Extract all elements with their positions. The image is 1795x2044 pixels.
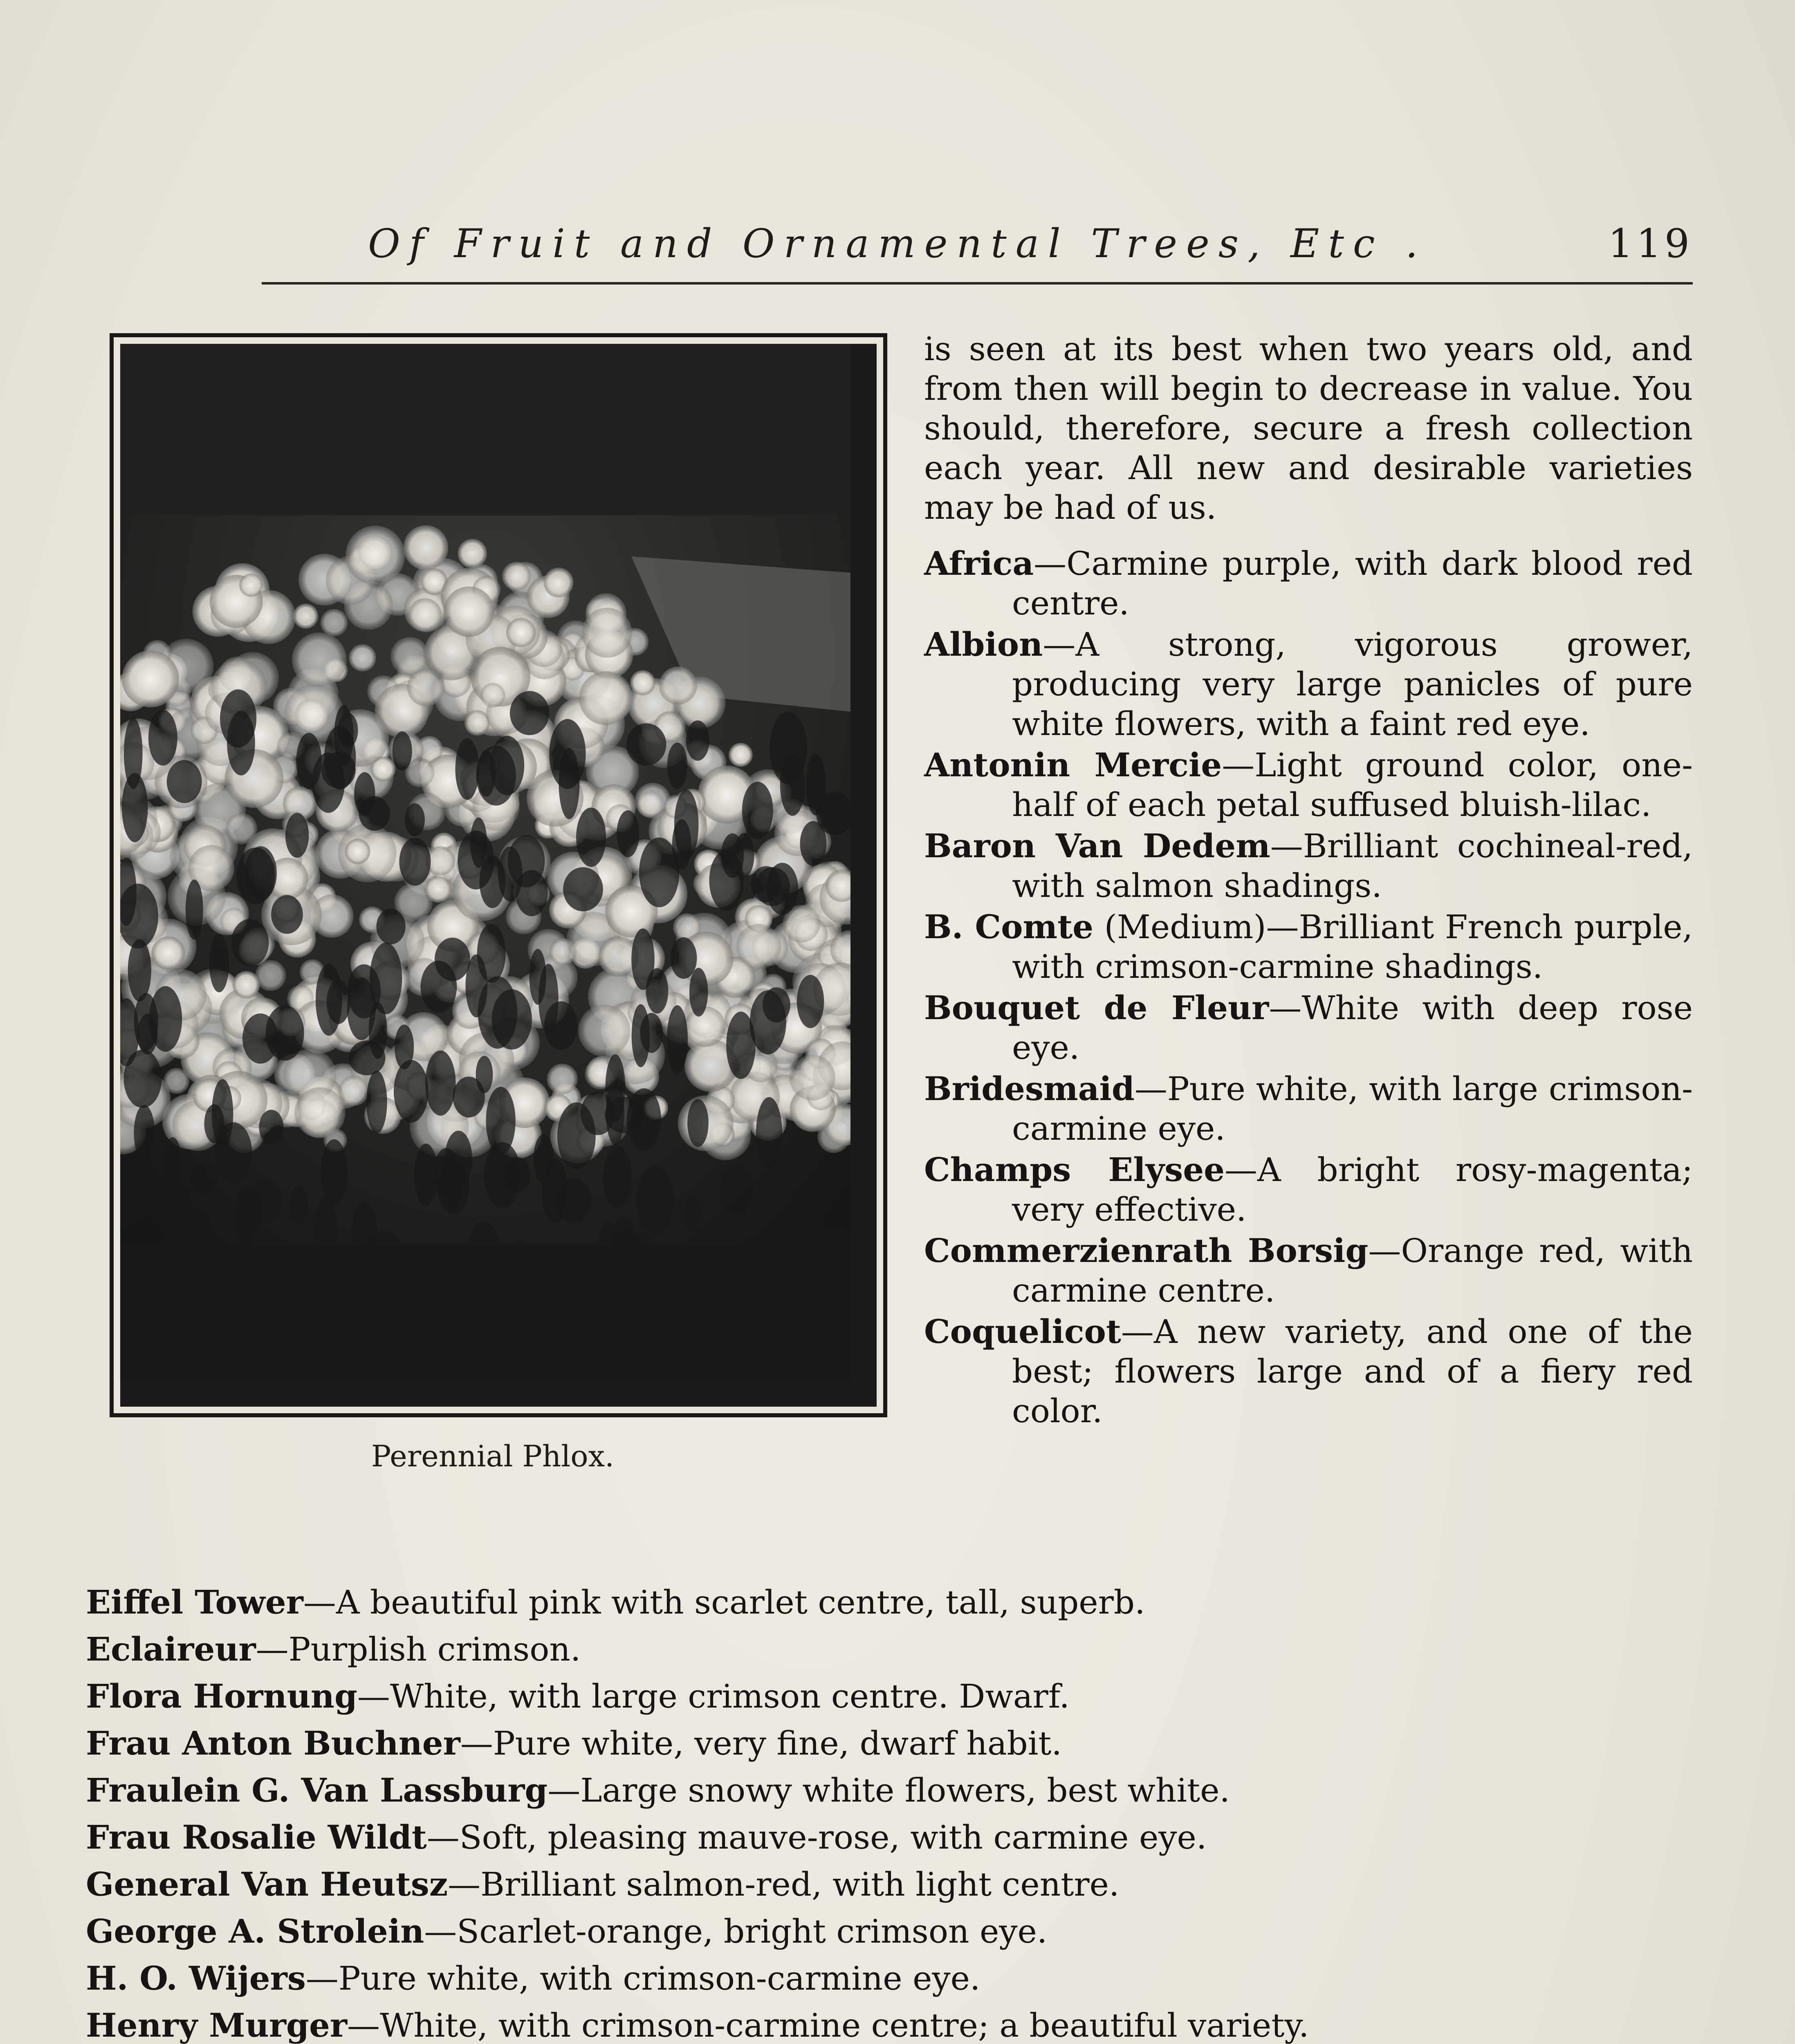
phlox-leaf [394,1060,429,1123]
page-number: 119 [1608,221,1693,267]
variety-description: —Light ground color, one-half of each petal suffused bluish-lilac. [1012,746,1693,824]
variety-name: Africa [924,544,1034,583]
phlox-leaf [393,731,412,771]
phlox-leaf [510,691,549,735]
variety-description: —Purplish crimson. [256,1630,581,1668]
variety-name: Eiffel Tower [86,1583,303,1621]
phlox-leaf [466,954,488,1017]
phlox-leaf [215,1122,252,1183]
variety-entry [924,988,1693,1067]
phlox-flower-cluster [729,743,753,767]
phlox-leaf [603,1146,632,1208]
variety-name: Baron Van Dedem [924,827,1270,865]
phlox-leaf [739,1235,759,1299]
variety-name: Commerzienrath Borsig [924,1231,1369,1270]
variety-description: —White with deep rose eye. [1012,989,1693,1067]
phlox-flower-cluster [349,644,376,672]
phlox-flower-cluster [321,609,348,637]
phlox-leaf [763,987,790,1022]
variety-description: —Orange red, with carmine centre. [1012,1232,1693,1309]
phlox-flower-cluster [685,1006,725,1047]
right-column [924,329,1693,1432]
phlox-leaf [349,1040,386,1075]
phlox-leaf [783,1245,810,1292]
variety-description: —Pure white, with large crimson-carmine eye. [1012,1070,1693,1148]
phlox-leaf [720,1165,754,1217]
phlox-leaf [639,838,679,908]
variety-description: —Pure white, with crimson-carmine eye. [305,1959,981,1997]
phlox-flower-cluster [407,668,445,706]
phlox-leaf [186,880,203,940]
phlox-leaf [347,977,376,1040]
phlox-leaf [122,773,148,842]
phlox-leaf [134,993,158,1051]
phlox-leaf [563,867,603,911]
phlox-flower-cluster [547,1064,578,1094]
phlox-leaf [405,803,425,836]
phlox-photo-frame [110,333,887,1417]
variety-entry [924,1069,1693,1148]
phlox-leaf [687,1099,709,1147]
header-rule [262,282,1693,285]
variety-name: Champs Elysee [924,1150,1225,1189]
phlox-flower-cluster [506,618,536,647]
phlox-flower-cluster [464,710,490,735]
phlox-leaf [453,1077,485,1118]
phlox-photo [120,344,877,1407]
variety-entry [924,826,1693,905]
phlox-leaf [289,1186,308,1225]
variety-description: —A new variety, and one of the best; flowers large and of a fiery red color. [1012,1313,1693,1430]
phlox-flower-cluster [502,562,531,590]
phlox-leaf [557,1103,596,1170]
variety-name: Albion [924,625,1043,663]
phlox-flower-cluster [579,671,633,725]
running-header [368,221,1693,266]
phlox-leaf [165,1194,197,1263]
phlox-leaf [800,821,827,866]
phlox-leaf [770,712,807,784]
variety-list [86,1582,1689,2044]
phlox-flower-cluster [293,604,318,629]
phlox-leaf [399,838,431,885]
phlox-leaf [484,1142,521,1208]
phlox-leaf [505,1239,534,1293]
variety-name: B. Comte [924,908,1094,946]
phlox-flower-cluster [578,1005,630,1057]
variety-entry [924,625,1693,744]
variety-name: Flora Hornung [86,1677,357,1715]
phlox-leaf [314,1197,337,1266]
phlox-leaf [316,964,342,1035]
variety-description: —A strong, vigorous grower, producing very large panicles of pure white flowers, with a faint red eye. [1012,625,1693,743]
phlox-leaf [756,1097,782,1170]
phlox-leaf [554,1178,592,1223]
variety-entry [86,1911,1689,1952]
variety-name: Frau Anton Buchner [86,1724,460,1762]
phlox-leaf [683,1197,701,1232]
variety-description: —Large snowy white flowers, best white. [547,1771,1230,1809]
phlox-leaf [534,1134,554,1184]
phlox-flower-cluster [122,650,179,708]
full-entries-list [86,1582,1689,2044]
phlox-leaf [709,850,744,911]
phlox-leaf [606,1228,645,1288]
header-title: Of Fruit and Ornamental Trees, Etc . [368,221,1427,267]
variety-name: Frau Rosalie Wildt [86,1818,427,1856]
phlox-flower-cluster [582,608,632,658]
phlox-flower-cluster [239,574,263,597]
phlox-leaf [492,989,532,1050]
phlox-flower-cluster [345,839,370,864]
phlox-leaf [363,1231,403,1274]
variety-entry [924,544,1693,623]
phlox-leaf [726,1012,756,1079]
phlox-flower-cluster [404,525,449,570]
variety-name: George A. Strolein [86,1912,424,1950]
phlox-leaf [134,1105,155,1161]
variety-name: Henry Murger [86,2006,347,2044]
phlox-leaf [455,738,479,800]
variety-name: Fraulein G. Van Lassburg [86,1771,548,1809]
phlox-leaf [667,742,687,789]
variety-description: —Brilliant cochineal-red, with salmon shadings. [1012,827,1693,905]
phlox-leaf [667,1005,688,1074]
phlox-flower-cluster [233,971,260,998]
phlox-leaf [231,919,269,966]
variety-name: Antonin Mercie [924,746,1222,784]
phlox-leaf [242,1013,278,1064]
variety-entry [86,1958,1689,1999]
phlox-leaf [498,847,523,902]
right-entries-list [924,544,1693,1431]
phlox-leaf [530,949,546,1005]
variety-entry [86,1770,1689,1811]
phlox-flower-cluster [408,598,442,631]
phlox-flower-cluster [444,587,494,637]
phlox-leaf [458,831,494,890]
variety-entry [924,1150,1693,1229]
phlox-leaf [366,1071,387,1134]
phlox-flower-cluster [736,924,781,969]
phlox-leaf [671,937,697,979]
phlox-flower-cluster [294,1087,345,1138]
phlox-leaf [148,710,177,766]
variety-description: —Pure white, very fine, dwarf habit. [460,1724,1062,1762]
phlox-flower-cluster [292,632,347,687]
phlox-leaf [377,909,406,944]
phlox-leaf [249,1179,282,1223]
variety-entry [86,1629,1689,1670]
variety-description: —Soft, pleasing mauve-rose, with carmine eye. [426,1818,1207,1856]
variety-name: Coquelicot [924,1312,1121,1351]
variety-name: General Van Heutsz [86,1865,448,1903]
phlox-leaf [271,895,303,934]
phlox-leaf [742,782,773,839]
variety-entry [86,2005,1689,2044]
phlox-leaf [414,1143,438,1206]
phlox-leaf [689,968,708,1017]
variety-description: —A bright rosy-magenta; very effective. [1012,1151,1693,1228]
phlox-leaf [756,867,790,906]
photo-caption: Perennial Phlox. [371,1439,615,1473]
phlox-leaf [285,813,309,858]
variety-name: Eclaireur [86,1630,256,1668]
phlox-flower-cluster [339,1076,369,1106]
variety-entry [924,1312,1693,1431]
phlox-leaf [321,1139,348,1206]
phlox-leaf [167,760,202,803]
phlox-leaf [220,689,256,748]
variety-entry [924,907,1693,986]
phlox-leaf [438,1159,470,1214]
phlox-leaf [259,1110,283,1145]
phlox-leaf [209,934,229,993]
phlox-leaf [124,1050,162,1108]
intro-paragraph: is seen at its best when two years old, and from then will begin to decrease in value. You should, therefore, secure a fresh collection each year. All new and desirable varieties may be had of us. [924,330,1693,527]
phlox-leaf [576,807,606,867]
phlox-leaf [626,723,666,766]
phlox-leaf [245,846,277,900]
variety-description: (Medium)—Brilliant French purple, with crimson-carmine shadings. [1012,908,1693,986]
phlox-flower-cluster [544,568,574,598]
phlox-leaf [636,1166,673,1235]
phlox-leaf [425,1051,456,1116]
phlox-leaf [646,968,669,1013]
phlox-leaf [189,1160,219,1197]
phlox-leaf [797,975,824,1028]
phlox-flower-cluster [425,876,451,903]
variety-description: —Scarlet-orange, bright crimson eye. [424,1912,1048,1950]
phlox-flower-cluster [630,670,655,695]
phlox-leaf [549,719,586,789]
phlox-leaf [359,796,390,831]
phlox-leaf [640,1013,663,1053]
phlox-flower-cluster [659,666,697,704]
variety-description: —A beautiful pink with scarlet centre, tall, superb. [303,1583,1145,1621]
phlox-leaf [617,810,639,857]
phlox-leaf [321,752,356,789]
phlox-leaf [490,736,524,795]
variety-description: —Brilliant salmon-red, with light centre. [448,1865,1120,1903]
phlox-leaf [686,720,709,761]
variety-name: H. O. Wijers [86,1959,306,1997]
phlox-leaf [128,939,151,1002]
phlox-leaf [435,938,470,981]
phlox-flower-cluster [458,539,487,568]
variety-entry [924,1231,1693,1310]
variety-entry [86,1864,1689,1905]
variety-name: Bouquet de Fleur [924,988,1269,1027]
phlox-photo-image [120,344,850,1381]
variety-name: Bridesmaid [924,1069,1135,1108]
phlox-flower-cluster [480,683,505,707]
variety-description: —White, with large crimson centre. Dwarf. [357,1677,1070,1715]
variety-entry [86,1723,1689,1764]
variety-entry [86,1582,1689,1623]
variety-entry [924,745,1693,825]
variety-description: —White, with crimson-carmine centre; a beautiful variety. [347,2006,1309,2044]
variety-entry [86,1676,1689,1717]
phlox-flower-cluster [790,1055,835,1100]
phlox-flower-cluster [346,526,405,585]
variety-entry [86,1817,1689,1858]
phlox-leaf [606,1081,624,1145]
phlox-flower-cluster [152,936,185,970]
variety-description: —Carmine purple, with dark blood red centre. [1012,545,1693,622]
